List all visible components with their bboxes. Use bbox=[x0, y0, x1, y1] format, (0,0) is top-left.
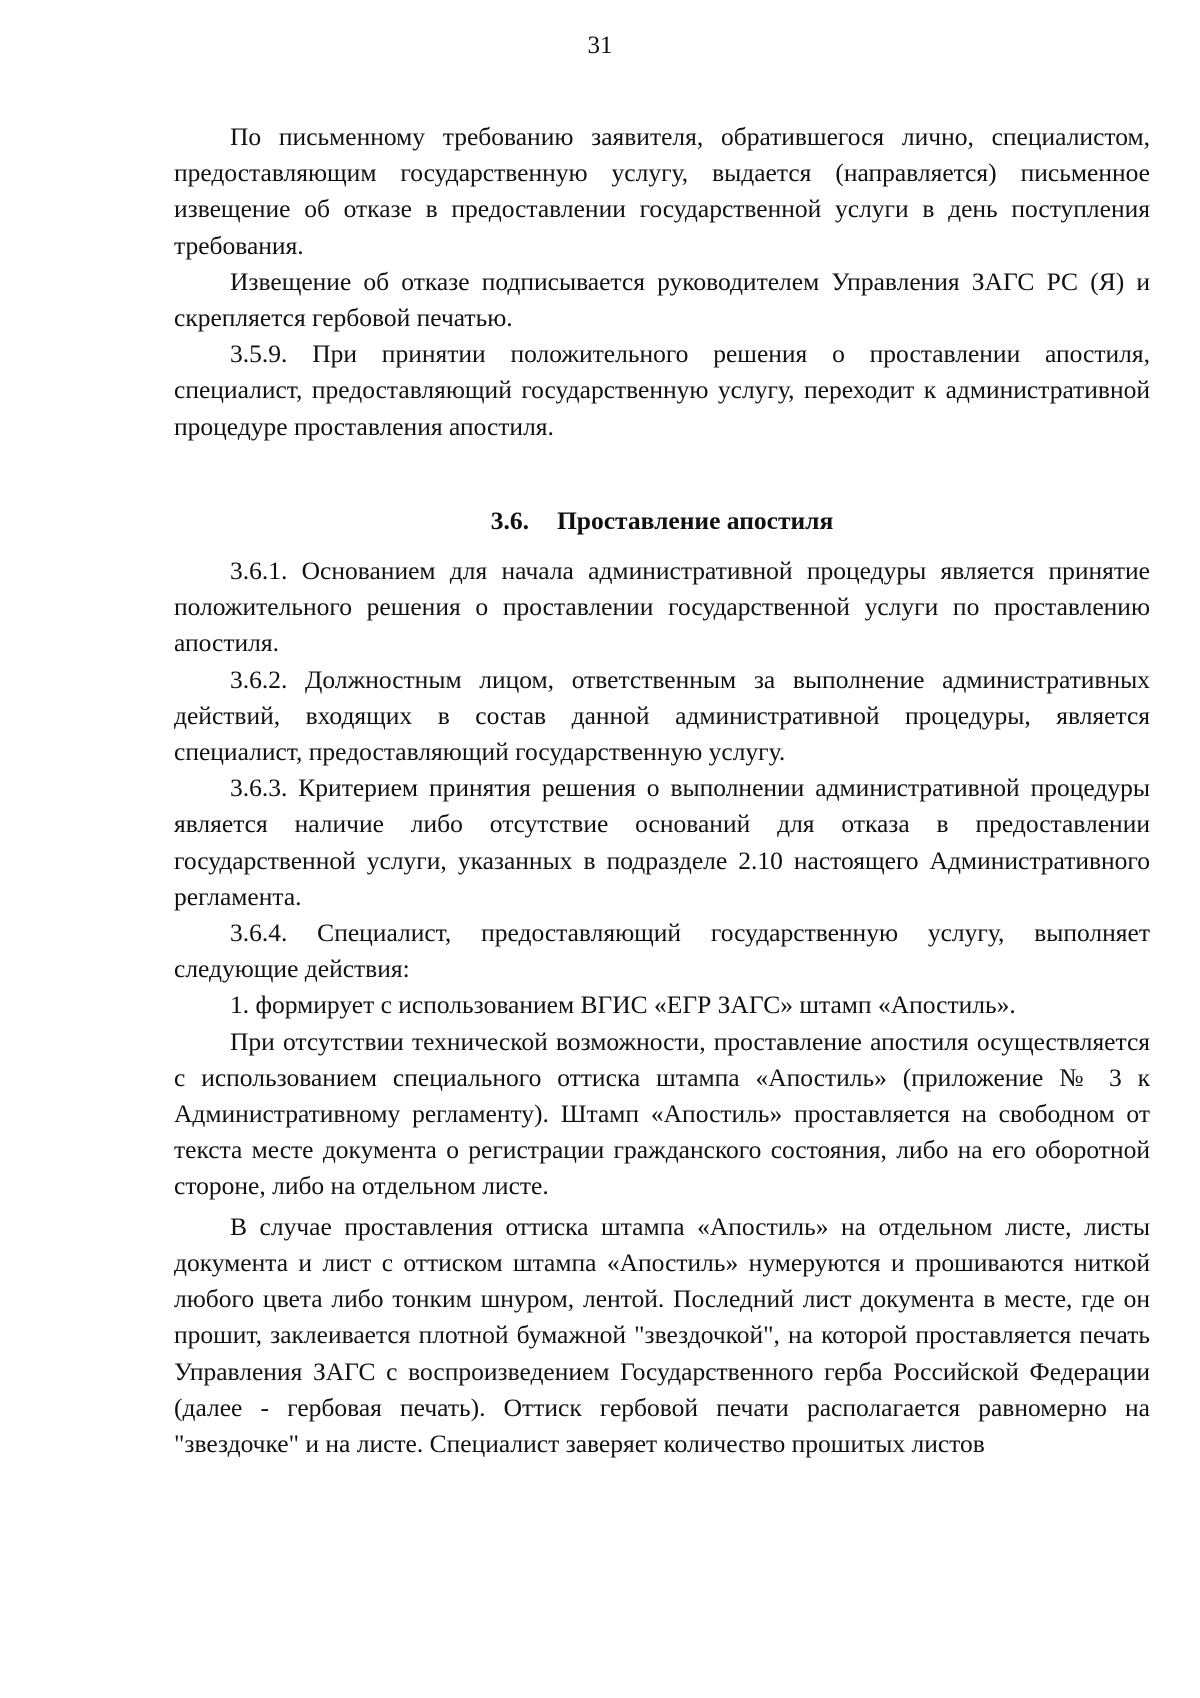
paragraph-3-6-1: 3.6.1. Основанием для начала административной процедуры является принятие положительного решения о проставлении государственной услуги по проставлению апостиля. bbox=[174, 556, 1150, 658]
section-number: 3.6. bbox=[490, 505, 529, 535]
paragraph-3-6-2: 3.6.2. Должностным лицом, ответственным за выполнение административных действий, входящих в состав данной административной процедуры, является специалист, предоставляющий государственную услугу. bbox=[174, 664, 1150, 767]
paragraph-refusal-notice-signing: Извещение об отказе подписывается руководителем Управления ЗАГС РС (Я) и скрепляется гербовой печатью. bbox=[174, 266, 1150, 333]
section-title: Проставление апостиля bbox=[556, 505, 834, 535]
paragraph-3-6-3: 3.6.3. Критерием принятия решения о выполнении административной процедуры является наличие либо отсутствие оснований для отказа в предоставлении государственной услуги, указанных в подразделе 2.10 настоящего Административного регламента. bbox=[174, 773, 1150, 911]
page-number: 31 bbox=[587, 32, 613, 59]
document-body bbox=[174, 119, 1150, 1462]
paragraph-separate-sheet: В случае проставления оттиска штампа «Апостиль» на отдельном листе, листы документа и лист с оттиском штампа «Апостиль» нумеруются и прошиваются ниткой любого цвета либо тонким шнуром, лентой. Последний лист документа в месте, где он прошит, заклеивается плотной бумажной "звездочкой", на которой проставляется печать Управления ЗАГС с воспроизведением Государственного герба Российской Федерации (далее - гербовая печать). Оттиск гербовой печати располагается равномерно на "звездочке" и на листе. Специалист заверяет количество прошитых листов bbox=[174, 1211, 1150, 1458]
paragraph-written-request: По письменному требованию заявителя, обратившегося лично, специалистом, предоставляющим государственную услугу, выдается (направляется) письменное извещение об отказе в предоставлении государственной услуги в день поступления требования. bbox=[174, 122, 1150, 260]
section-heading bbox=[174, 503, 1150, 539]
paragraph-3-5-9: 3.5.9. При принятии положительного решения о проставлении апостиля, специалист, предоставляющий государственную услугу, переходит к административной процедуре проставления апостиля. bbox=[174, 339, 1150, 441]
paragraph-3-6-4: 3.6.4. Специалист, предоставляющий государственную услугу, выполняет следующие действия: bbox=[174, 918, 1150, 984]
paragraph-list-item-1: 1. формирует с использованием ВГИС «ЕГР ЗАГС» штамп «Апостиль». bbox=[230, 990, 1016, 1020]
paragraph-no-technical-possibility: При отсутствии технической возможности, проставление апостиля осуществляется с использованием специального оттиска штампа «Апостиль» (приложение № 3 к Административному регламенту). Штамп «Апостиль» проставляется на свободном от текста месте документа о регистрации гражданского состояния, либо на его оборотной стороне, либо на отдельном листе. bbox=[174, 1026, 1150, 1201]
